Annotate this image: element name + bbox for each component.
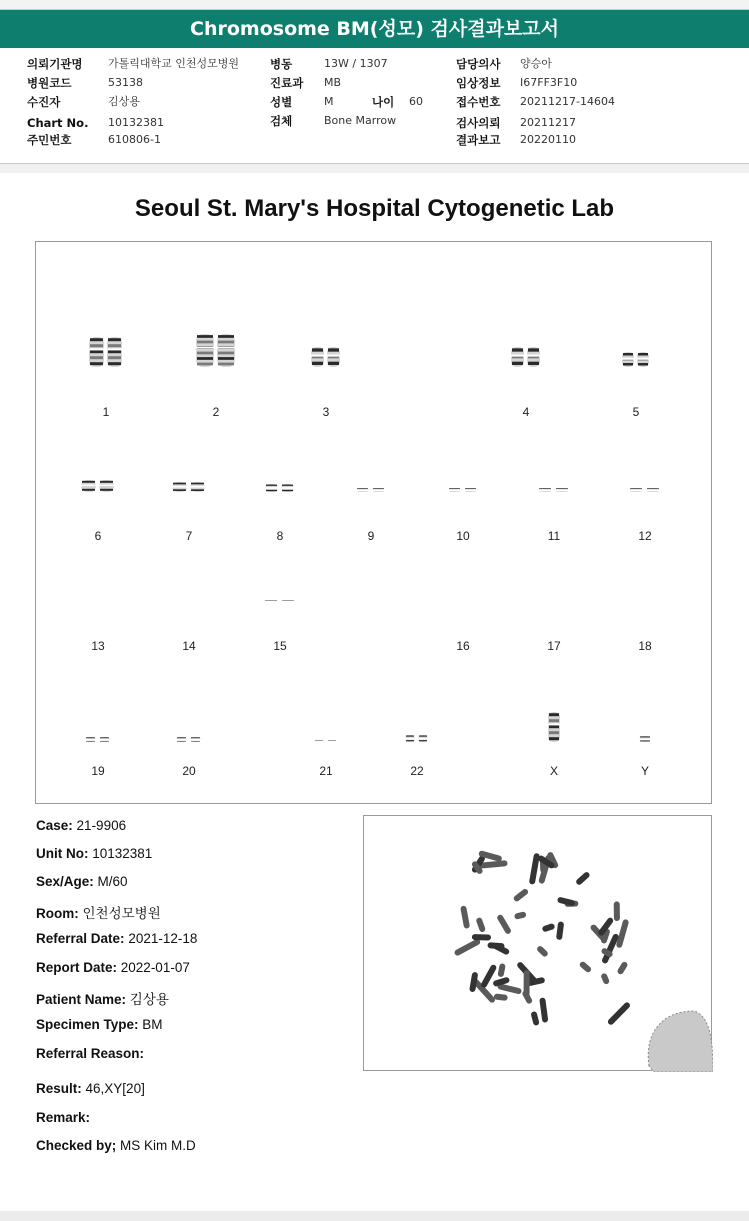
room-value: 인천성모병원 [82, 906, 161, 921]
chromosome-label-2: 2 [212, 405, 220, 419]
unit-value: 10132381 [92, 846, 153, 861]
chromosome-label-18: 18 [638, 639, 652, 653]
top-edge [0, 0, 749, 10]
checked-line [36, 1138, 196, 1153]
info-value: 20211217 [520, 116, 576, 129]
referral-date-value: 2021-12-18 [128, 931, 198, 946]
chromosome-label-17: 17 [547, 639, 561, 653]
info-label: 성별 [270, 95, 293, 109]
sexage-line [36, 874, 128, 889]
chromosome-pair-22 [404, 735, 430, 742]
patient-value: 김상용 [129, 992, 169, 1007]
info-value: 10132381 [108, 116, 164, 129]
chromosome-label-22: 22 [410, 764, 424, 778]
info-value: M [324, 95, 334, 108]
info-row [456, 115, 656, 131]
info-label: Chart No. [27, 116, 89, 130]
metaphase-spread-graphic [364, 816, 713, 1072]
info-value: I67FF3F10 [520, 76, 578, 89]
chromosome-pair-11 [537, 488, 571, 492]
info-row [270, 75, 450, 91]
reason-label: Referral Reason: [36, 1046, 145, 1061]
chromosome-pair-21 [313, 740, 339, 742]
info-value: 610806-1 [108, 133, 161, 146]
info-label: 병원코드 [27, 76, 72, 90]
lab-title: Seoul St. Mary's Hospital Cytogenetic Lab [134, 195, 615, 222]
info-row [270, 113, 450, 129]
case-label: Case: [36, 818, 73, 833]
chromosome-label-14: 14 [182, 639, 196, 653]
info-label: 임상정보 [456, 76, 501, 90]
case-line [36, 818, 126, 833]
remark-line [36, 1110, 90, 1125]
info-value: 20211217-14604 [520, 95, 615, 108]
result-line [36, 1081, 145, 1096]
info-row [456, 56, 656, 72]
specimen-value: BM [142, 1017, 163, 1032]
checked-label: Checked by; [36, 1138, 117, 1153]
info-label: 결과보고 [456, 133, 501, 147]
chromosome-pair-15 [263, 600, 297, 602]
sexage-value: M/60 [97, 874, 128, 889]
info-value: 가톨릭대학교 인천성모병원 [108, 57, 240, 70]
info-row [27, 56, 267, 72]
chromosome-pair-20 [175, 737, 203, 742]
chromosome-pair-9 [355, 488, 387, 492]
report-date-value: 2022-01-07 [120, 960, 190, 975]
info-label: 담당의사 [456, 57, 501, 71]
report-date-label: Report Date: [36, 960, 118, 975]
info-label: 주민번호 [27, 133, 72, 147]
chromosome-label-9: 9 [367, 529, 375, 543]
chromosome-label-19: 19 [91, 764, 105, 778]
checked-value: MS Kim M.D [120, 1138, 196, 1153]
chromosome-label-5: 5 [632, 405, 640, 419]
info-value: 20220110 [520, 133, 576, 146]
chromosome-pair-12 [628, 488, 662, 492]
info-row [27, 94, 267, 110]
info-label: 접수번호 [456, 95, 501, 109]
result-label: Result: [36, 1081, 82, 1096]
info-label: 병동 [270, 57, 293, 71]
info-row [27, 75, 267, 91]
specimen-label: Specimen Type: [36, 1017, 139, 1032]
info-row [456, 94, 656, 110]
info-value: 양승아 [520, 57, 552, 70]
info-label: 의뢰기관명 [27, 57, 83, 71]
sexage-label: Sex/Age: [36, 874, 94, 889]
info-value: 53138 [108, 76, 143, 89]
metaphase-image [363, 815, 712, 1071]
chromosome-label-3: 3 [322, 405, 330, 419]
room-label: Room: [36, 906, 79, 921]
chromosome-pair-4 [510, 347, 542, 367]
report-date-line [36, 960, 190, 975]
chromosome-pair-2 [195, 334, 237, 367]
karyotype-image [35, 241, 712, 804]
referral-date-line [36, 931, 197, 946]
info-label: 검사의뢰 [456, 116, 501, 130]
info-row [27, 132, 267, 148]
remark-label: Remark: [36, 1110, 91, 1125]
report-title: Chromosome BM(성모) 검사결과보고서 [0, 10, 749, 48]
info-row [270, 94, 450, 110]
section-divider [0, 163, 749, 173]
patient-label: Patient Name: [36, 992, 127, 1007]
chromosome-pair-7 [171, 482, 207, 492]
chromosome-label-x: X [549, 764, 558, 778]
result-value: 46,XY[20] [85, 1081, 145, 1096]
chromosome-pair-3 [310, 347, 342, 367]
chromosome-label-4: 4 [522, 405, 530, 419]
bottom-edge [0, 1211, 749, 1221]
unit-label: Unit No: [36, 846, 89, 861]
chromosome-pair-y [639, 736, 651, 742]
age-value: 60 [409, 95, 423, 108]
chromosome-pair-x [545, 712, 563, 742]
info-label: 수진자 [27, 95, 61, 109]
unit-line [36, 846, 152, 861]
info-row [27, 115, 267, 131]
chromosome-pair-8 [264, 484, 296, 492]
info-value: 김상용 [108, 95, 140, 108]
room-line [36, 902, 161, 922]
chromosome-label-7: 7 [185, 529, 193, 543]
chromosome-label-6: 6 [94, 529, 102, 543]
chromosome-pair-19 [84, 737, 112, 742]
chromosome-label-y: Y [640, 764, 649, 778]
chromosome-pair-1 [88, 337, 124, 367]
reason-line [36, 1046, 144, 1061]
referral-date-label: Referral Date: [36, 931, 125, 946]
age-label: 나이 [372, 95, 395, 109]
info-value: Bone Marrow [324, 114, 397, 127]
chromosome-label-11: 11 [547, 529, 561, 543]
case-value: 21-9906 [76, 818, 127, 833]
info-row [270, 56, 450, 72]
chromosome-pair-10 [447, 488, 479, 492]
info-label: 진료과 [270, 76, 304, 90]
info-row [456, 75, 656, 91]
patient-line [36, 988, 169, 1008]
chromosome-label-21: 21 [319, 764, 333, 778]
chromosome-label-13: 13 [91, 639, 105, 653]
chromosome-pair-6 [80, 480, 116, 492]
chromosome-pair-5 [621, 352, 651, 367]
chromosome-label-1: 1 [102, 405, 110, 419]
info-row [456, 132, 656, 148]
chromosome-label-20: 20 [182, 764, 196, 778]
chromosome-label-8: 8 [276, 529, 284, 543]
chromosome-label-15: 15 [273, 639, 287, 653]
info-value: MB [324, 76, 342, 89]
chromosome-label-10: 10 [456, 529, 470, 543]
chromosome-label-16: 16 [456, 639, 470, 653]
specimen-line [36, 1017, 163, 1032]
info-label: 검체 [270, 114, 293, 128]
chromosome-label-12: 12 [638, 529, 652, 543]
info-value: 13W / 1307 [324, 57, 388, 70]
